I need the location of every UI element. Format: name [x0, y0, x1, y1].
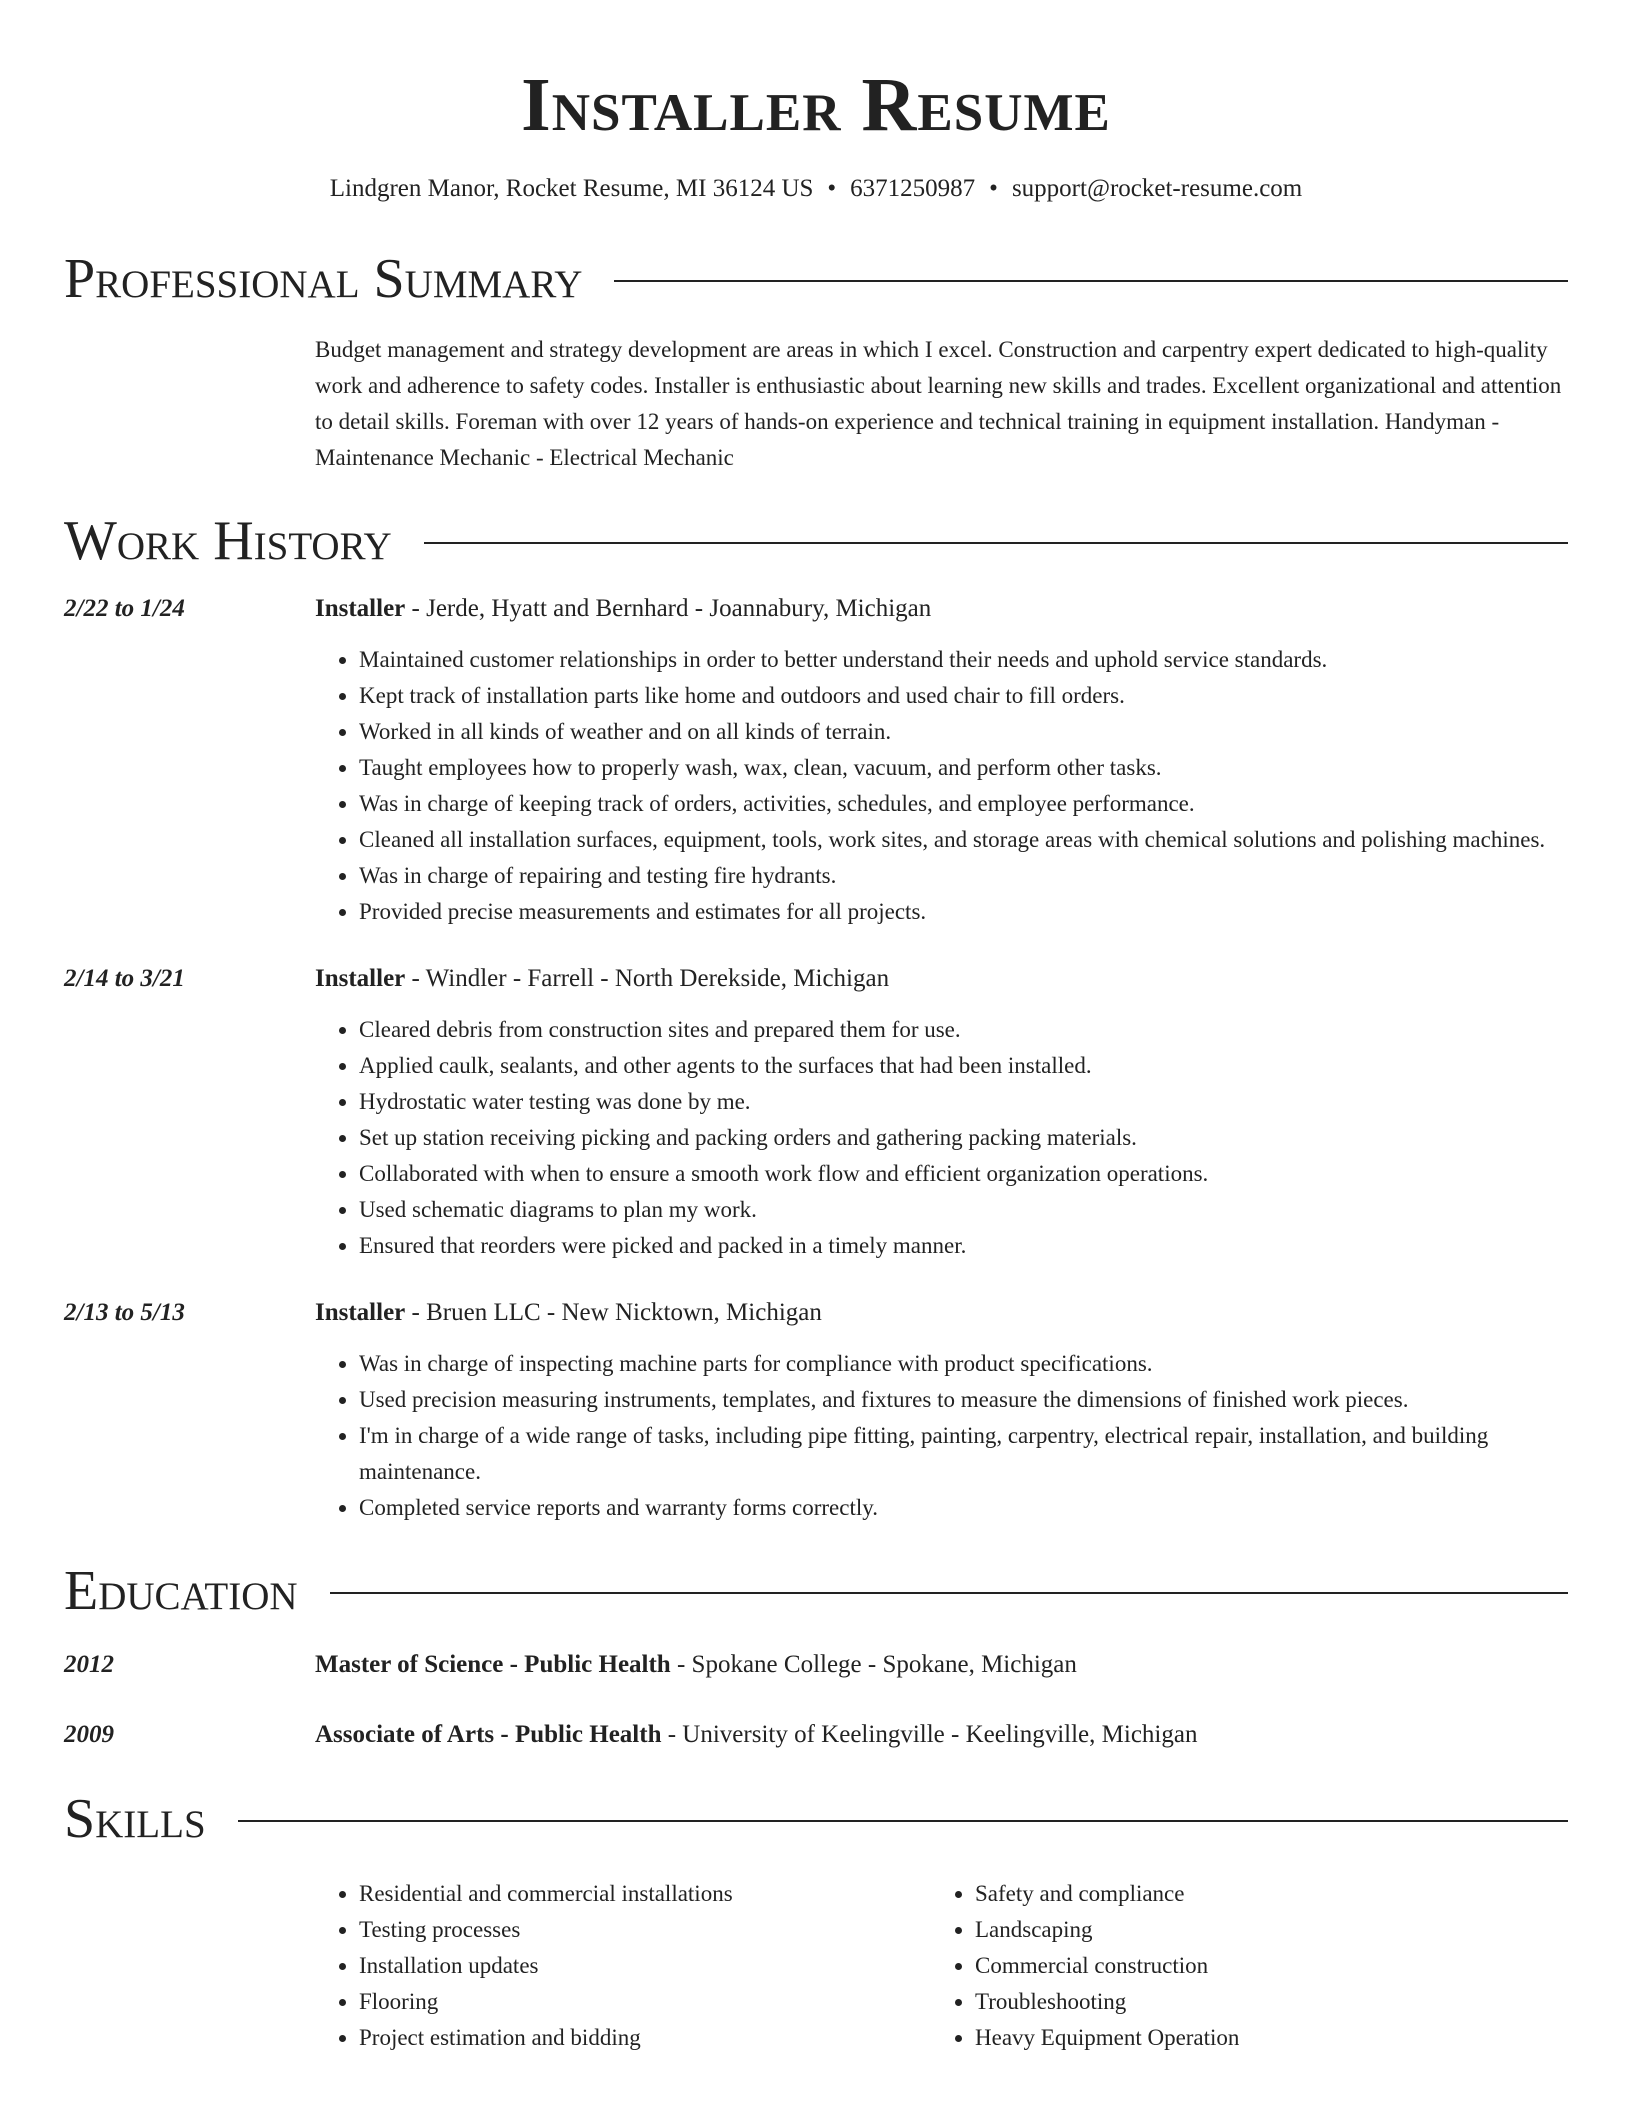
work-heading — [315, 590, 1568, 628]
skill-item: • Heavy Equipment Operation — [975, 2020, 1568, 2056]
list-item: • Worked in all kinds of weather and on all kinds of terrain. — [359, 714, 1568, 750]
work-body — [315, 1294, 1568, 1526]
list-item: • Was in charge of repairing and testing fire hydrants. — [359, 858, 1568, 894]
job-details: - Jerde, Hyatt and Bernhard - Joannabury, Michigan — [405, 595, 932, 622]
school-details: - University of Keelingville - Keelingville, Michigan — [661, 1721, 1198, 1748]
school-details: - Spokane College - Spokane, Michigan — [670, 1651, 1077, 1678]
list-item: • Set up station receiving picking and packing orders and gathering packing materials. — [359, 1120, 1568, 1156]
work-heading — [315, 1294, 1568, 1332]
list-item: • Completed service reports and warranty forms correctly. — [359, 1490, 1568, 1526]
work-heading — [315, 960, 1568, 998]
job-title: Installer — [315, 965, 406, 992]
section-header-skills — [64, 1788, 1568, 1850]
skill-item: • Residential and commercial installations — [359, 1876, 931, 1912]
contact-phone: 6371250987 — [850, 175, 976, 202]
contact-separator: • — [989, 175, 998, 202]
work-dates: 2/14 to 3/21 — [64, 965, 185, 992]
work-bullets — [315, 1012, 1568, 1264]
section-header-work-history — [64, 510, 1568, 572]
education-entry — [64, 1716, 1568, 1754]
list-item: • Kept track of installation parts like home and outdoors and used chair to fill orders. — [359, 678, 1568, 714]
list-item: • Cleaned all installation surfaces, equipment, tools, work sites, and storage areas with chemical solutions and polishing machines. — [359, 822, 1568, 858]
education-year: 2009 — [64, 1721, 114, 1748]
section-divider — [330, 1592, 1568, 1594]
contact-separator: • — [827, 175, 837, 202]
skill-item: • Commercial construction — [975, 1948, 1568, 1984]
work-dates: 2/22 to 1/24 — [64, 595, 185, 622]
section-divider — [614, 280, 1568, 282]
list-item: • Provided precise measurements and estimates for all projects. — [359, 894, 1568, 930]
contact-line — [64, 172, 1568, 206]
work-dates: 2/13 to 5/13 — [64, 1299, 185, 1326]
list-item: • Cleared debris from construction sites and prepared them for use. — [359, 1012, 1568, 1048]
section-divider — [238, 1820, 1568, 1822]
section-title: Work History — [64, 510, 392, 572]
section-header-summary — [64, 248, 1568, 310]
list-item: • Was in charge of keeping track of orders, activities, schedules, and employee performance. — [359, 786, 1568, 822]
section-header-education — [64, 1560, 1568, 1622]
section-divider — [424, 542, 1568, 544]
skills-column-right — [931, 1876, 1568, 2056]
job-details: - Windler - Farrell - North Derekside, Michigan — [405, 965, 890, 992]
section-title: Education — [64, 1560, 298, 1622]
section-title: Skills — [64, 1788, 206, 1850]
list-item: • I'm in charge of a wide range of tasks, including pipe fitting, painting, carpentry, electrical repair, installation, and building maintenance. — [359, 1418, 1568, 1490]
list-item: • Ensured that reorders were picked and packed in a timely manner. — [359, 1228, 1568, 1264]
work-entry — [64, 1294, 1568, 1526]
summary-text: Budget management and strategy development are areas in which I excel. Construction and carpentry expert dedicated to high-quality work and adherence to safety codes. Installer is enthusiastic about learning new skills and trades. Excellent organizational and attention to detail skills. Foreman with over 12 years of hands-on experience and technical training in equipment installation. Handyman - Maintenance Mechanic - Electrical Mechanic — [315, 337, 1562, 470]
education-heading — [315, 1646, 1568, 1684]
list-item: • Maintained customer relationships in order to better understand their needs and uphold service standards. — [359, 642, 1568, 678]
list-item: • Used schematic diagrams to plan my work. — [359, 1192, 1568, 1228]
skill-item: • Project estimation and bidding — [359, 2020, 931, 2056]
work-body — [315, 960, 1568, 1264]
skills-column-left — [315, 1876, 931, 2056]
skill-item: • Safety and compliance — [975, 1876, 1568, 1912]
degree: Associate of Arts - Public Health — [315, 1721, 662, 1748]
skill-item: • Flooring — [359, 1984, 931, 2020]
skill-item: • Installation updates — [359, 1948, 931, 1984]
contact-address: Lindgren Manor, Rocket Resume, MI 36124 US — [329, 175, 814, 202]
work-body — [315, 590, 1568, 930]
job-title: Installer — [315, 1299, 406, 1326]
degree: Master of Science - Public Health — [315, 1651, 671, 1678]
list-item: • Used precision measuring instruments, templates, and fixtures to measure the dimensions of finished work pieces. — [359, 1382, 1568, 1418]
education-entry — [64, 1646, 1568, 1684]
work-bullets — [315, 642, 1568, 930]
list-item: • Taught employees how to properly wash, wax, clean, vacuum, and perform other tasks. — [359, 750, 1568, 786]
list-item: • Was in charge of inspecting machine parts for compliance with product specifications. — [359, 1346, 1568, 1382]
skills-list — [315, 1876, 1568, 2056]
skill-item: • Landscaping — [975, 1912, 1568, 1948]
work-bullets — [315, 1346, 1568, 1526]
list-item: • Applied caulk, sealants, and other agents to the surfaces that had been installed. — [359, 1048, 1568, 1084]
education-year: 2012 — [64, 1651, 114, 1678]
list-item: • Hydrostatic water testing was done by me. — [359, 1084, 1568, 1120]
contact-email: support@rocket-resume.com — [1011, 175, 1303, 202]
education-heading — [315, 1716, 1568, 1754]
skill-item: • Testing processes — [359, 1912, 931, 1948]
job-details: - Bruen LLC - New Nicktown, Michigan — [405, 1299, 822, 1326]
list-item: • Collaborated with when to ensure a smooth work flow and efficient organization operations. — [359, 1156, 1568, 1192]
section-title: Professional Summary — [64, 248, 583, 310]
job-title: Installer — [315, 595, 406, 622]
resume-title: Installer Resume — [521, 63, 1111, 147]
skill-item: • Troubleshooting — [975, 1984, 1568, 2020]
resume-page — [64, 0, 1568, 2056]
work-entry — [64, 960, 1568, 1264]
work-entry — [64, 590, 1568, 930]
